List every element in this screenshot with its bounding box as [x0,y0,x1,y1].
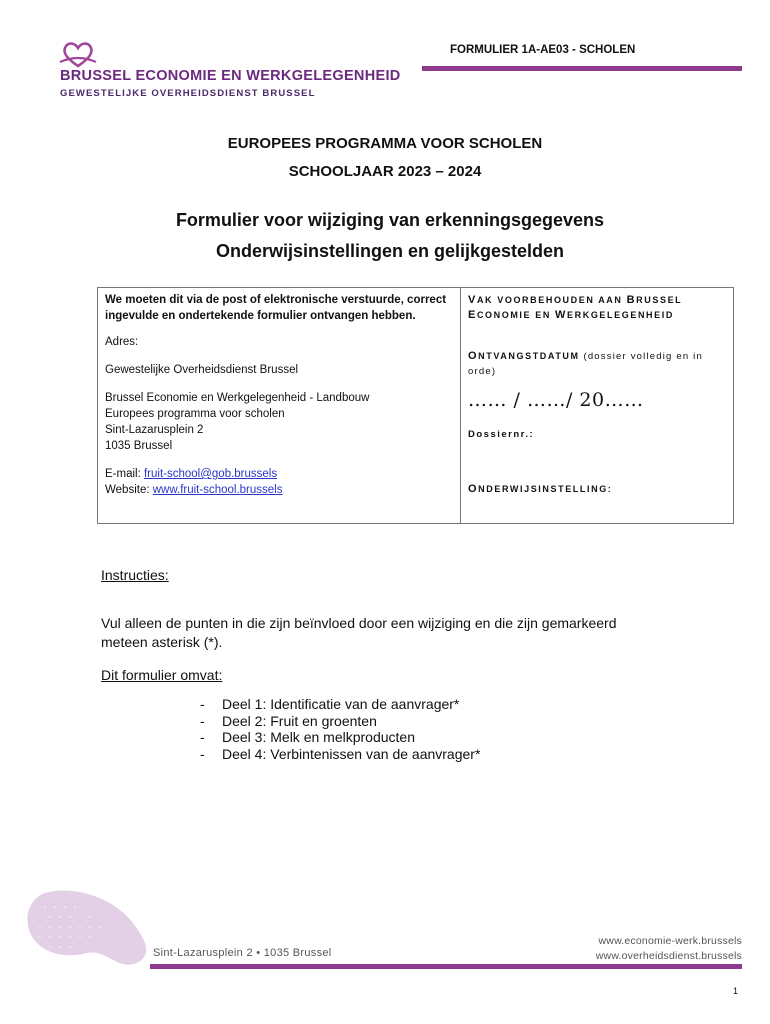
form-title [0,205,770,267]
info-right-cell [461,288,733,523]
address-line1: Brussel Economie en Werkgelegenheid - Landbouw [105,392,370,404]
submission-note: We moeten dit via de post of elektronische verstuurde, correct ingevulde en ondertekende formulier ontvangen hebben. [105,294,447,322]
contents-heading: Dit formulier omvat: [101,667,223,683]
receipt-date-label: ONTVANGSTDATUM (dossier volledig en in orde) [468,350,703,377]
dossier-number-label: Dossiernr.: [468,429,535,440]
logo-subtitle: GEWESTELIJKE OVERHEIDSDIENST BRUSSEL [60,88,316,99]
list-item: - Deel 3: Melk en melkproducten [200,729,415,745]
program-title-line2: SCHOOLJAAR 2023 – 2024 [288,163,482,180]
program-title-line1: EUROPEES PROGRAMMA VOOR SCHOLEN [227,135,543,152]
institution-label: ONDERWIJSINSTELLING: [468,483,613,495]
footer-websites [596,934,742,964]
footer-address: Sint-Lazarusplein 2 • 1035 Brussel [153,947,332,959]
header-divider [422,66,742,71]
info-left-cell [98,288,461,523]
info-table [97,287,734,524]
form-title-line1: Formulier voor wijziging van erkenningsgegevens [175,210,605,230]
address-line3: Sint-Lazarusplein 2 [105,424,204,436]
email-link[interactable]: fruit-school@gob.brussels [143,468,278,480]
org-name: Gewestelijke Overheidsdienst Brussel [105,364,299,376]
footer-website-2[interactable]: www.overheidsdienst.brussels [595,950,742,962]
brand-logo [58,40,418,104]
address-label: Adres: [105,336,139,348]
form-code: FORMULIER 1A-AE03 - SCHOLEN [450,44,636,56]
instructions-heading: Instructies: [101,567,169,583]
form-title-line2: Onderwijsinstellingen en gelijkgestelden [215,241,565,261]
footer-website-1[interactable]: www.economie-werk.brussels [598,935,742,947]
footer-divider [150,964,742,969]
logo-name: BRUSSEL ECONOMIE EN WERKGELEGENHEID [60,68,401,84]
list-item: - Deel 4: Verbintenissen van de aanvrager* [200,745,481,762]
page-number: 1 [733,986,739,996]
email-row [105,466,453,482]
decorative-blob-icon [25,887,150,967]
parts-list [200,696,480,762]
list-item: - Deel 1: Identificatie van de aanvrager* [200,696,460,712]
website-row [105,482,453,498]
receipt-date-field[interactable]: …… / ……/ 20…… [468,389,644,411]
heart-logo-icon [58,40,98,70]
address-line2: Europees programma voor scholen [105,408,285,420]
email-label: E-mail: [105,468,144,480]
reserved-notice: VAK VOORBEHOUDEN AAN BRUSSEL ECONOMIE EN WERKGELEGENHEID [468,294,683,321]
list-item: - Deel 2: Fruit en groenten [200,712,377,729]
instructions-text: Vul alleen de punten in die zijn beïnvloed door een wijziging en die zijn gemarkeerd meteen asterisk (*). [101,615,617,650]
website-link[interactable]: www.fruit-school.brussels [152,484,283,496]
address-line4: 1035 Brussel [105,440,173,452]
program-title [0,130,770,186]
website-label: Website: [105,484,153,496]
